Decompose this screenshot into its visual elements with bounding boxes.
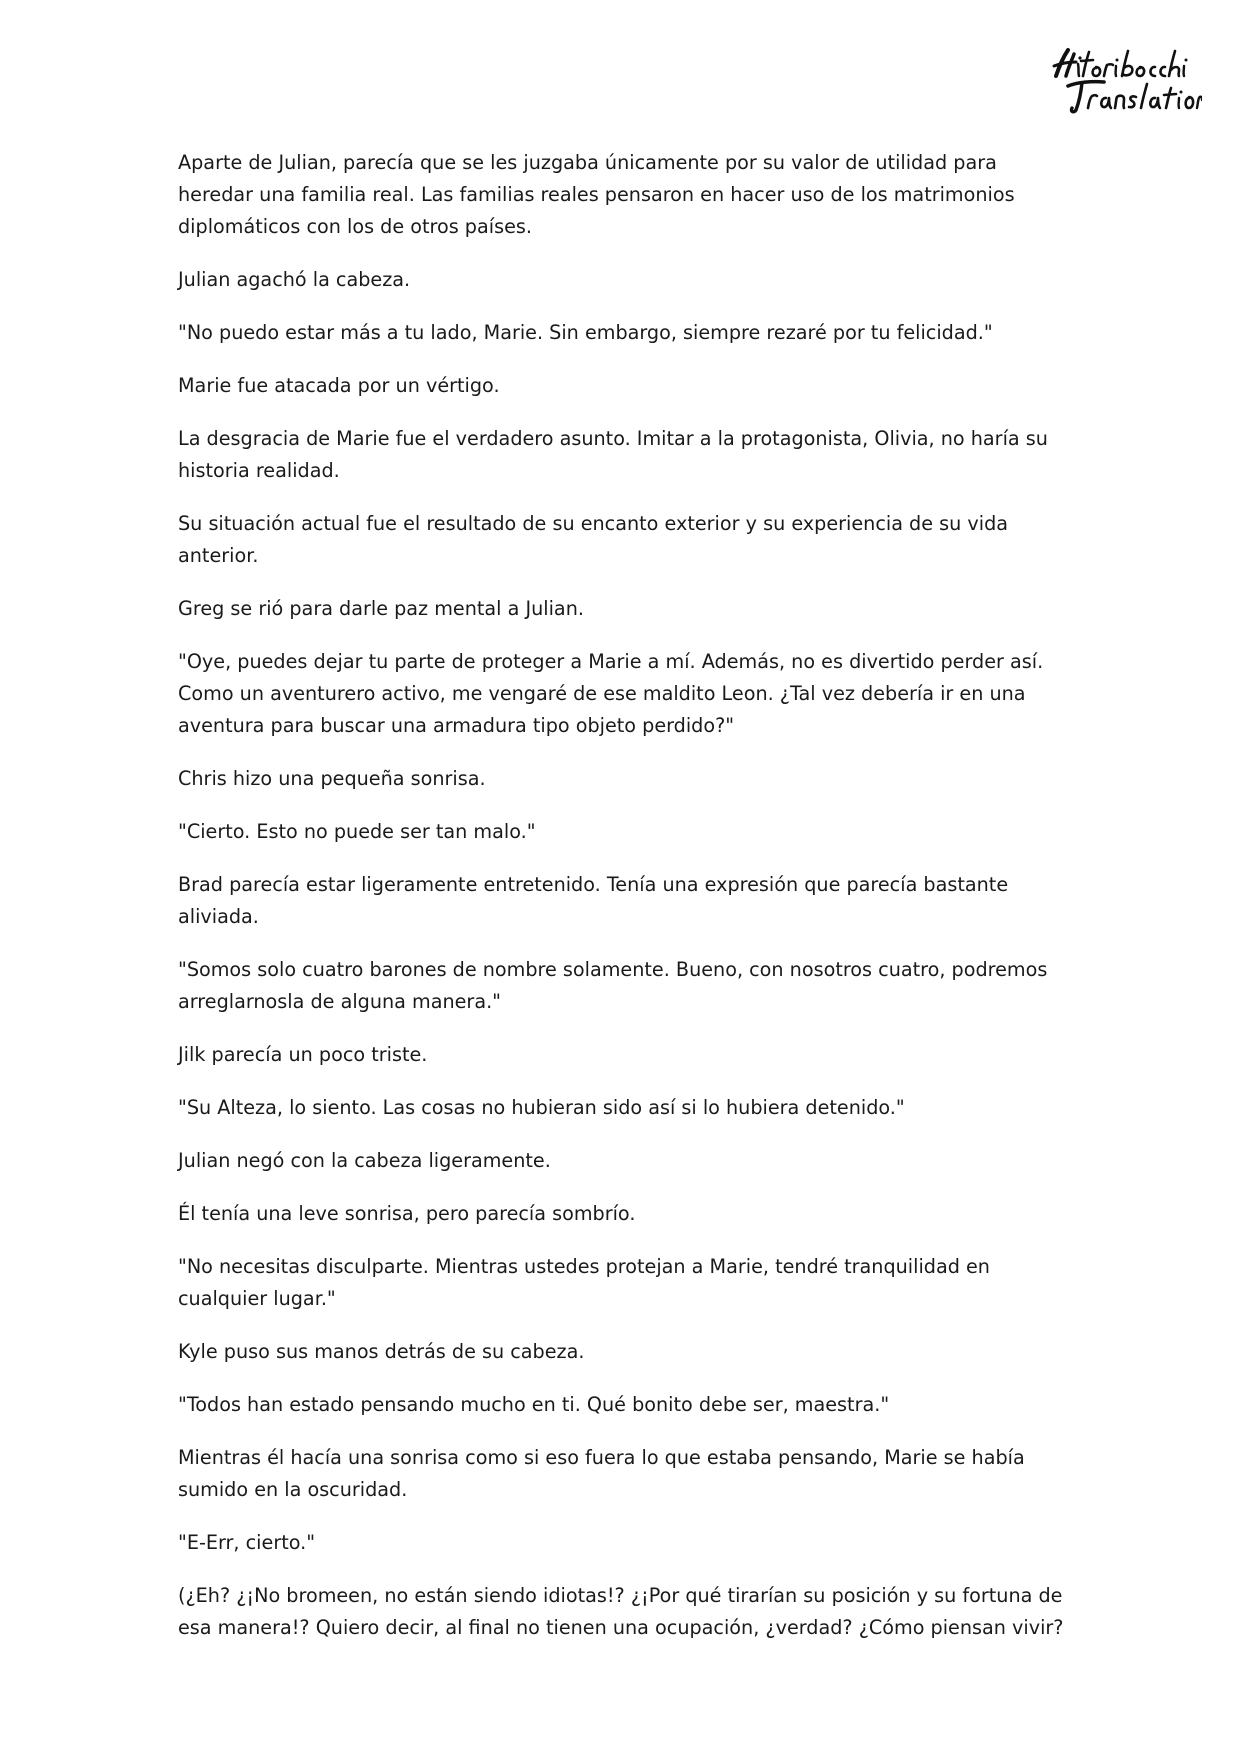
document-body	[178, 147, 1078, 1665]
paragraph: "E-Err, cierto."	[178, 1531, 316, 1554]
hitoribocchi-logo-icon	[1052, 46, 1202, 116]
paragraph: Brad parecía estar ligeramente entretenido. Tenía una expresión que parecía bastante aliviada.	[178, 873, 1009, 928]
logo-line-2	[1052, 116, 1053, 117]
paragraph: "Todos han estado pensando mucho en ti. Qué bonito debe ser, maestra."	[178, 1393, 890, 1416]
paragraph: Julian negó con la cabeza ligeramente.	[178, 1149, 551, 1172]
paragraph: La desgracia de Marie fue el verdadero asunto. Imitar a la protagonista, Olivia, no haría su historia realidad.	[178, 427, 1048, 482]
paragraph: "Oye, puedes dejar tu parte de proteger a Marie a mí. Además, no es divertido perder así. Como un aventurero activo, me vengaré de ese maldito Leon. ¿Tal vez debería ir en una aventura para buscar una armadura tipo objeto perdido?"	[178, 650, 1044, 737]
paragraph: Aparte de Julian, parecía que se les juzgaba únicamente por su valor de utilidad para heredar una familia real. Las familias reales pensaron en hacer uso de los matrimonios diplomáticos con los de otros países.	[178, 151, 1015, 238]
paragraph: Jilk parecía un poco triste.	[178, 1043, 428, 1066]
logo-line-1	[1052, 116, 1053, 117]
paragraph: Su situación actual fue el resultado de su encanto exterior y su experiencia de su vida anterior.	[178, 512, 1009, 567]
paragraph: "Somos solo cuatro barones de nombre solamente. Bueno, con nosotros cuatro, podremos arreglarnosla de alguna manera."	[178, 958, 1048, 1013]
paragraph: Greg se rió para darle paz mental a Julian.	[178, 597, 584, 620]
paragraph: "Cierto. Esto no puede ser tan malo."	[178, 820, 536, 843]
paragraph: Marie fue atacada por un vértigo.	[178, 374, 500, 397]
paragraph: "No puedo estar más a tu lado, Marie. Sin embargo, siempre rezaré por tu felicidad."	[178, 321, 993, 344]
paragraph: Kyle puso sus manos detrás de su cabeza.	[178, 1340, 585, 1363]
paragraph: (¿Eh? ¿¡No bromeen, no están siendo idiotas!? ¿¡Por qué tirarían su posición y su fortuna de esa manera!? Quiero decir, al final no tienen una ocupación, ¿verdad? ¿Cómo piensan vivir?	[178, 1584, 1064, 1639]
paragraph: "Su Alteza, lo siento. Las cosas no hubieran sido así si lo hubiera detenido."	[178, 1096, 905, 1119]
paragraph: "No necesitas disculparte. Mientras ustedes protejan a Marie, tendré tranquilidad en cualquier lugar."	[178, 1255, 990, 1310]
paragraph: Mientras él hacía una sonrisa como si eso fuera lo que estaba pensando, Marie se había sumido en la oscuridad.	[178, 1446, 1025, 1501]
paragraph: Él tenía una leve sonrisa, pero parecía sombrío.	[178, 1202, 636, 1225]
paragraph: Chris hizo una pequeña sonrisa.	[178, 767, 486, 790]
paragraph: Julian agachó la cabeza.	[178, 268, 411, 291]
